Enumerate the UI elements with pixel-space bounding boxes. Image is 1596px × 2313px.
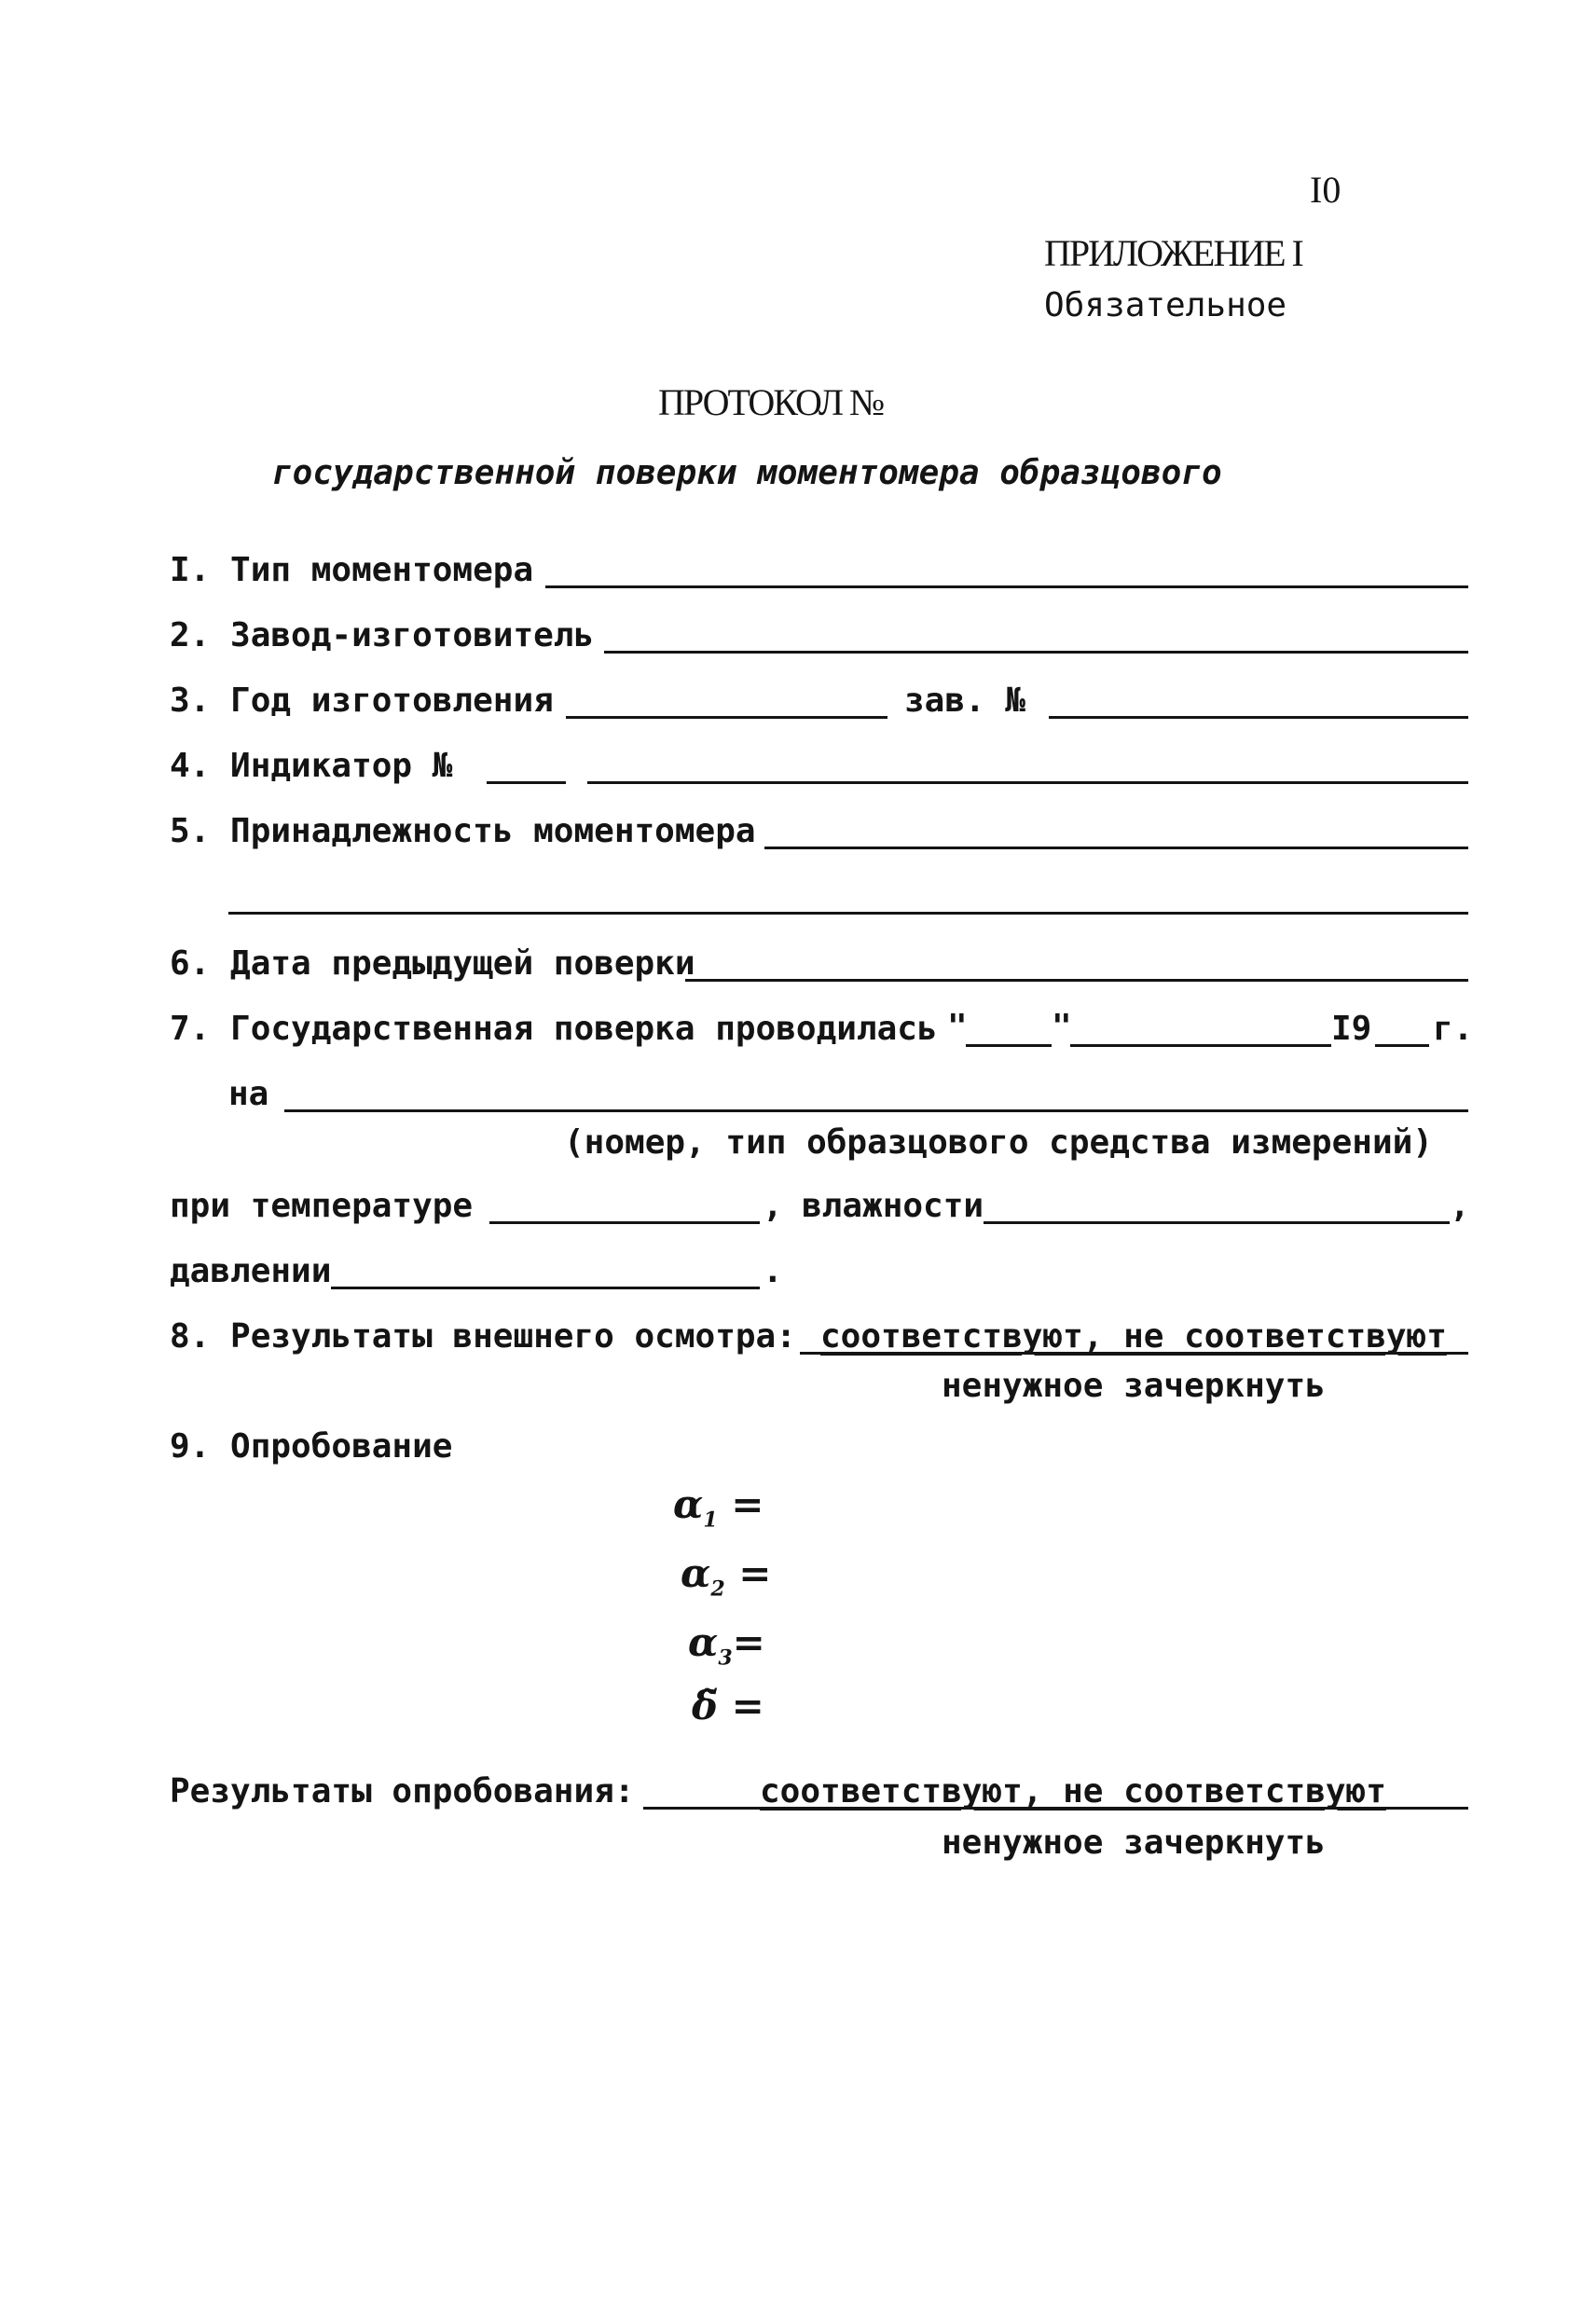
page-number: I0 xyxy=(1310,169,1341,211)
item-8-note: ненужное зачеркнуть xyxy=(942,1367,1326,1405)
item-9-label: 9. Опробование xyxy=(170,1427,453,1466)
item-5-fill-line[interactable] xyxy=(764,847,1468,849)
humidity-comma: , xyxy=(1450,1187,1470,1225)
results-label: Результаты опробования: xyxy=(170,1772,635,1810)
item-1-fill-line[interactable] xyxy=(545,585,1468,588)
item-5-label: 5. Принадлежность моментомера xyxy=(170,812,756,850)
protocol-title: ПРОТОКОЛ № xyxy=(658,381,884,423)
pressure-line[interactable] xyxy=(331,1287,760,1289)
formula-delta: δ̃ = xyxy=(692,1683,764,1728)
item-7-day-line[interactable] xyxy=(966,1044,1052,1047)
item-4-number-line[interactable] xyxy=(487,781,566,784)
item-5-second-line[interactable] xyxy=(228,912,1468,915)
item-7-caption: (номер, тип образцового средства измерений) xyxy=(564,1123,1433,1162)
temperature-comma: , xyxy=(763,1187,783,1225)
results-note: ненужное зачеркнуть xyxy=(942,1824,1326,1862)
pressure-label: давлении xyxy=(170,1252,332,1290)
item-8-fill-line[interactable] xyxy=(800,1352,1468,1355)
results-value: соответствуют, не соответствуют xyxy=(760,1772,1386,1810)
pressure-period: . xyxy=(763,1252,783,1290)
item-3-label: 3. Год изготовления xyxy=(170,682,554,720)
item-1-label: I. Тип моментомера xyxy=(170,551,534,589)
formula-alpha-2: $\alpha_2$ = xyxy=(681,1550,772,1602)
item-2-label: 2. Завод-изготовитель xyxy=(170,616,595,654)
item-4-label: 4. Индикатор № xyxy=(170,747,453,785)
formula-alpha-3: $\alpha_3=$ xyxy=(688,1619,765,1671)
item-8-value: соответствуют, не соответствуют xyxy=(820,1317,1447,1356)
appendix-status: Обязательное xyxy=(1044,286,1287,324)
item-2-fill-line[interactable] xyxy=(604,651,1468,654)
item-7-year-prefix: I9 xyxy=(1331,1010,1372,1048)
protocol-subtitle: государственной поверки моментомера образцового xyxy=(272,454,1222,492)
results-fill-line[interactable] xyxy=(643,1807,1468,1810)
temperature-label: при температуре xyxy=(170,1187,474,1225)
item-7-on-label: на xyxy=(228,1075,269,1113)
item-6-label: 6. Дата предыдущей поверки xyxy=(170,944,695,983)
item-7-quote-close: " xyxy=(1052,1008,1072,1046)
item-3-year-line[interactable] xyxy=(566,716,887,719)
item-7-label: 7. Государственная поверка проводилась xyxy=(170,1010,938,1048)
formula-alpha-1: $\alpha_1$ = xyxy=(673,1481,764,1533)
humidity-label: влажности xyxy=(802,1187,984,1225)
item-7-quote-open: " xyxy=(947,1008,968,1046)
temperature-line[interactable] xyxy=(489,1221,760,1224)
item-3-serial-line[interactable] xyxy=(1049,716,1468,719)
item-8-label: 8. Результаты внешнего осмотра: xyxy=(170,1317,796,1356)
item-7-year-line[interactable] xyxy=(1375,1044,1429,1047)
item-4-fill-line[interactable] xyxy=(587,781,1468,784)
item-3-serial-label: зав. № xyxy=(904,682,1026,720)
item-6-fill-line[interactable] xyxy=(685,979,1468,982)
item-7-month-line[interactable] xyxy=(1070,1044,1331,1047)
appendix-label: ПРИЛОЖЕНИЕ I xyxy=(1044,232,1302,274)
item-7-year-suffix: г. xyxy=(1433,1010,1474,1048)
item-7-standard-line[interactable] xyxy=(284,1109,1468,1112)
humidity-line[interactable] xyxy=(984,1221,1450,1224)
